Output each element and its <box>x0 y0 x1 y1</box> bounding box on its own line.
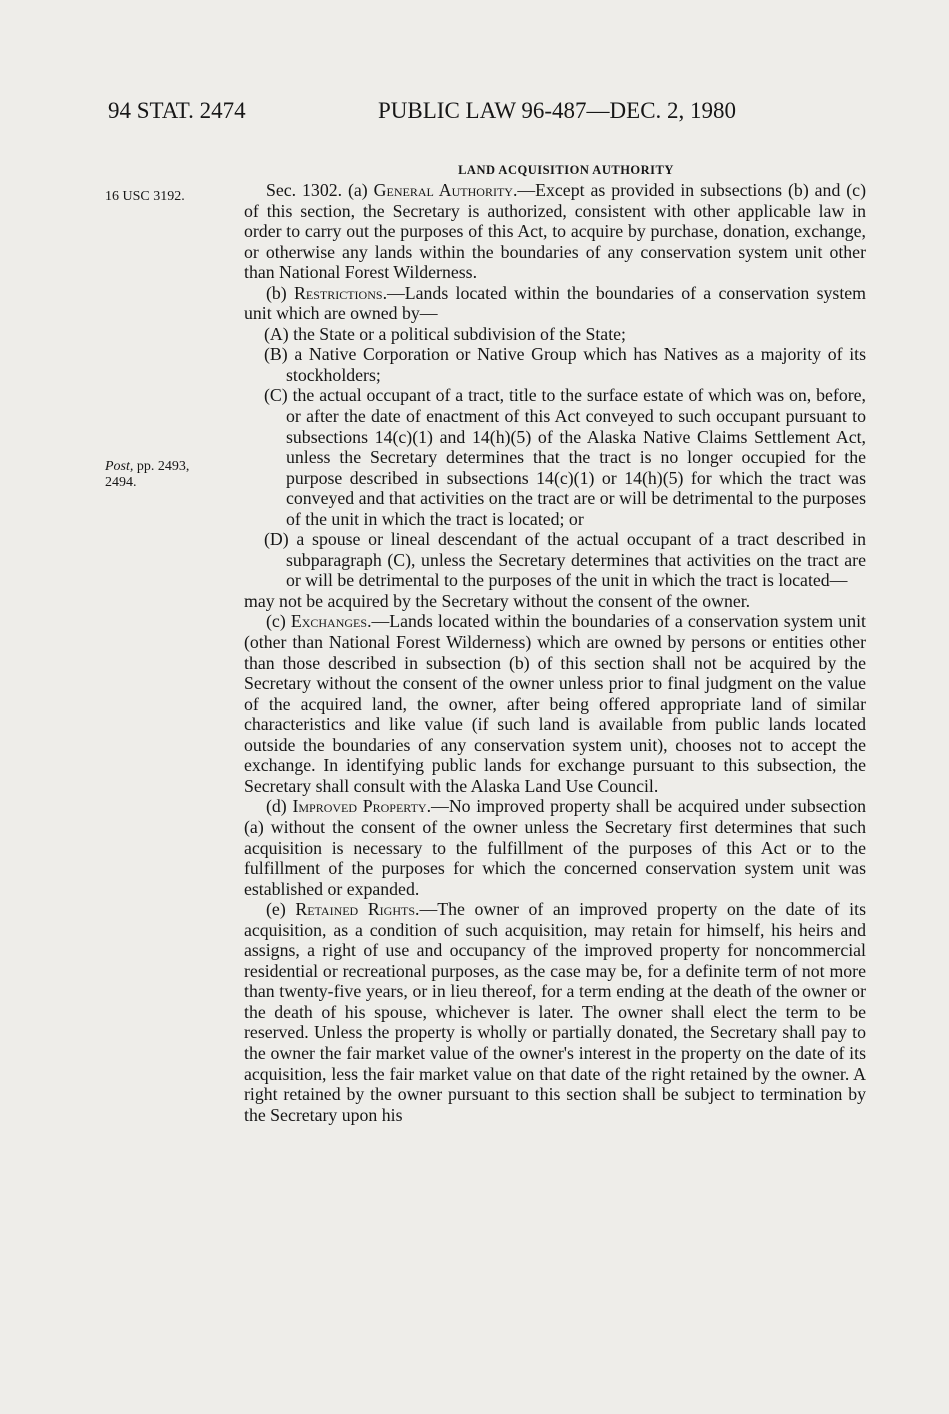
subsection-e-text: .—The owner of an improved property on the date of its acquisition, as a condition of such acquisition, may retain for himself, his heirs and assigns, a right of use and occupancy of the improved property for noncommercial residential or recreational purposes, as the case may be, for a definite term of not more than twenty-five years, or in lieu thereof, for a term ending at the death of the owner or the death of his spouse, whichever is later. The owner shall elect the term to be reserved. Unless the property is wholly or partially donated, the Secretary shall pay to the owner the fair market value of the owner's interest in the property on the date of its acquisition, less the fair market value on that date of the right retained by the owner. A right retained by the owner pursuant to this section shall be subject to termination by the Secretary upon his <box>244 899 866 1125</box>
margin-note-post-word: Post, <box>105 459 134 474</box>
subsection-e-lead: (e) <box>266 899 296 920</box>
subsection-b-text: .—Lands located within the boundaries of a conservation system unit which are owned by— <box>244 282 866 324</box>
running-header <box>108 98 889 138</box>
subsection-c-title: Exchanges <box>290 611 368 632</box>
subsection-c-lead: (c) <box>266 611 291 632</box>
subsection-b-title: Restrictions <box>294 282 383 303</box>
subsection-d <box>244 796 866 899</box>
subsection-b <box>244 283 866 324</box>
public-law-citation: PUBLIC LAW 96-487—DEC. 2, 1980 <box>378 98 737 123</box>
page-body <box>244 160 866 1125</box>
subparagraph-d: (D) a spouse or lineal descendant of the actual occupant of a tract described in subparagraph (C), unless the Secretary determines that activities on the tract are or will be detrimental to the purposes of the unit in which the tract is located— <box>264 529 866 591</box>
subsection-b-lead: (b) <box>266 282 295 303</box>
subsection-a-title: General Authority <box>373 180 513 200</box>
subsection-d-lead: (d) <box>266 796 293 817</box>
subsection-c <box>244 611 866 796</box>
subsection-e-title: Retained Rights <box>295 899 416 920</box>
statute-page-number: 94 STAT. 2474 <box>108 98 246 123</box>
subsection-c-text: .—Lands located within the boundaries of a conservation system unit (other than National Forest Wilderness) which are owned by persons or entities other than those described in subsection (b) of this section shall not be acquired by the Secretary without the consent of the owner unless prior to final judgment on the value of the acquired land, the owner, after being offered appropriate land of similar characteristics and like value (if such land is available from public lands located outside the boundaries of any conservation system unit), chooses not to accept the exchange. In identifying public lands for exchange pursuant to this subsection, the Secretary shall consult with the Alaska Land Use Council. <box>244 611 866 796</box>
subparagraph-a: (A) the State or a political subdivision of the State; <box>264 323 626 344</box>
margin-note-post <box>105 459 189 491</box>
margin-note-usc: 16 USC 3192. <box>105 189 185 204</box>
section-heading: LAND ACQUISITION AUTHORITY <box>458 163 674 177</box>
margin-note-post-line2: 2494. <box>105 475 137 490</box>
subsection-a <box>244 180 866 283</box>
subsection-a-text: .—Except as provided in subsections (b) and (c) of this section, the Secretary is authorized, consistent with other applicable law in order to carry out the purposes of this Act, to acquire by purchase, donation, exchange, or otherwise any lands within the boundaries of any conservation system unit other than National Forest Wilderness. <box>244 180 866 283</box>
subsection-d-title: Improved Property <box>292 796 427 817</box>
subsection-e <box>244 899 866 1125</box>
subparagraph-b: (B) a Native Corporation or Native Group which has Natives as a majority of its stockholders; <box>264 344 866 385</box>
margin-note-post-line1: pp. 2493, <box>133 459 190 474</box>
subparagraph-c: (C) the actual occupant of a tract, title to the surface estate of which was on, before, or after the date of enactment of this Act conveyed to such occupant pursuant to subsections 14(c)(1) and 14(h)(5) of the Alaska Native Claims Settlement Act, unless the Secretary determines that the tract is no longer occupied for the purpose described in subsections 14(c)(1) or 14(h)(5) for which the tract was conveyed and that activities on the tract are or will be detrimental to the purposes of the unit in which the tract is located; or <box>264 385 866 529</box>
subsection-d-text: .—No improved property shall be acquired under subsection (a) without the consent of the owner unless the Secretary first determines that such acquisition is necessary to the fulfillment of the purposes of this Act or to the fulfillment of the purposes for which the concerned conservation system unit was established or expanded. <box>244 796 866 899</box>
section-number: Sec. 1302. (a) <box>266 180 374 200</box>
subsection-b-closing: may not be acquired by the Secretary without the consent of the owner. <box>244 590 751 611</box>
